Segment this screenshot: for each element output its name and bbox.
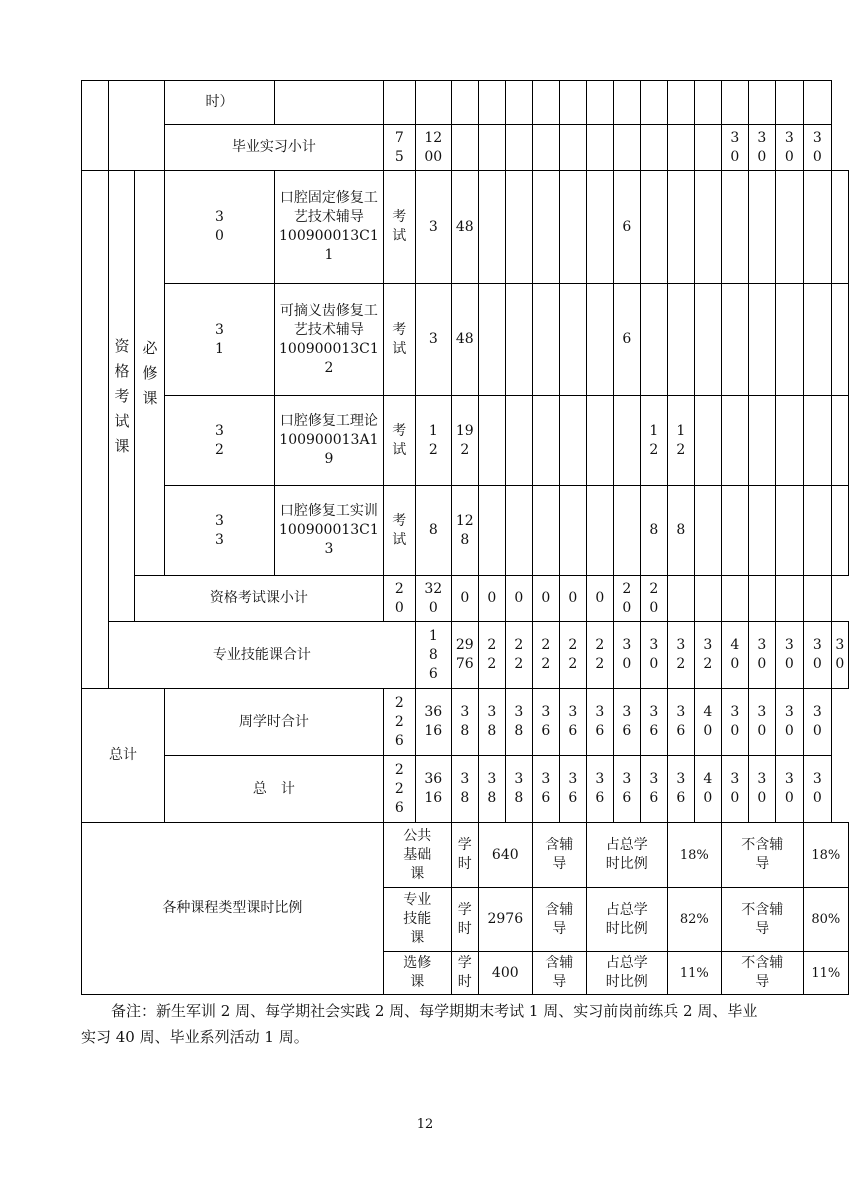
table-row [82, 756, 849, 823]
course-name: 口腔固定修复工艺技术辅导 100900013C1 1 [275, 171, 384, 284]
unit-cell: 学 时 [451, 823, 478, 888]
week-cell: 3 2 [694, 622, 721, 689]
hours-cell: 19 2 [451, 396, 478, 486]
week-cell: 3 0 [803, 689, 831, 756]
table-row [82, 576, 849, 622]
week-cell: 3 8 [505, 756, 532, 823]
week-cell: 3 8 [451, 756, 478, 823]
hours-cell: 12 00 [415, 125, 451, 171]
week-cell: 2 2 [532, 622, 559, 689]
exam-type: 考 试 [383, 486, 415, 576]
week-cell: 3 8 [505, 689, 532, 756]
table-row [82, 125, 849, 171]
footnote: 备注：新生军训 2 周、每学期社会实践 2 周、每学期期末考试 1 周、实习前岗前练兵 2 周、毕业实习 40 周、毕业系列活动 1 周。 [81, 1002, 758, 1046]
week-cell: 3 0 [775, 622, 803, 689]
week-cell: 3 0 [803, 622, 831, 689]
week-cell: 0 [532, 576, 559, 622]
week-cell: 3 6 [559, 756, 586, 823]
qualification-group-label: 资 格 考 试 课 [109, 171, 135, 622]
week-cell: 0 [559, 576, 586, 622]
course-name-continuation: 时） [165, 81, 275, 125]
hours-value: 2976 [478, 888, 532, 952]
unit-cell: 学 时 [451, 952, 478, 995]
week-cell: 3 6 [667, 756, 694, 823]
hours-cell: 12 8 [451, 486, 478, 576]
week-cell: 2 2 [478, 622, 505, 689]
week-cell: 3 0 [803, 125, 831, 171]
table-row [82, 689, 849, 756]
credits-cell: 1 2 [415, 396, 451, 486]
week-cell: 0 [505, 576, 532, 622]
course-name: 可摘义齿修复工艺技术辅导 100900013C1 2 [275, 284, 384, 396]
week-cell: 3 0 [721, 689, 748, 756]
empty-cell [109, 81, 165, 171]
course-type: 公共 基础 课 [383, 823, 451, 888]
share2-value: 80% [803, 888, 848, 952]
internship-subtotal-label: 毕业实习小计 [165, 125, 384, 171]
skill-total-label: 专业技能课合计 [109, 622, 416, 689]
week-cell: 6 [613, 284, 640, 396]
grand-total-label: 总计 [82, 689, 165, 823]
week-cell: 6 [613, 171, 640, 284]
credits-cell: 3 [415, 284, 451, 396]
credits-cell: 2 2 6 [383, 756, 415, 823]
week-cell: 0 [586, 576, 613, 622]
page-number: 12 [416, 1117, 434, 1132]
week-cell: 8 [667, 486, 694, 576]
weekly-total-label: 周学时合计 [165, 689, 384, 756]
week-cell: 2 2 [505, 622, 532, 689]
empty-cell [82, 81, 109, 171]
course-no: 3 1 [165, 284, 275, 396]
week-cell: 3 8 [451, 689, 478, 756]
week-cell: 3 0 [721, 756, 748, 823]
week-cell: 3 6 [559, 689, 586, 756]
incl-label: 含辅 导 [532, 823, 586, 888]
week-cell: 2 2 [586, 622, 613, 689]
hours-cell: 36 16 [415, 689, 451, 756]
incl-label: 含辅 导 [532, 888, 586, 952]
excl-label: 不含辅 导 [721, 952, 803, 995]
excl-label: 不含辅 导 [721, 888, 803, 952]
week-cell: 2 0 [640, 576, 667, 622]
week-cell: 4 0 [694, 689, 721, 756]
week-cell: 3 0 [775, 125, 803, 171]
hours-value: 640 [478, 823, 532, 888]
hours-cell: 29 76 [451, 622, 478, 689]
week-cell: 3 2 [667, 622, 694, 689]
week-cell: 3 6 [640, 689, 667, 756]
week-cell: 3 0 [721, 125, 748, 171]
hours-cell: 32 0 [415, 576, 451, 622]
share2-value: 11% [803, 952, 848, 995]
week-cell: 8 [640, 486, 667, 576]
week-cell: 3 0 [748, 689, 775, 756]
credits-cell: 1 8 6 [415, 622, 451, 689]
exam-type: 考 试 [383, 171, 415, 284]
unit-cell: 学 时 [451, 888, 478, 952]
share-value: 11% [667, 952, 721, 995]
total-label: 总 计 [165, 756, 384, 823]
week-cell: 3 6 [532, 689, 559, 756]
week-cell: 0 [451, 576, 478, 622]
week-cell: 3 8 [478, 756, 505, 823]
hours-value: 400 [478, 952, 532, 995]
credits-cell: 8 [415, 486, 451, 576]
week-cell: 1 2 [640, 396, 667, 486]
hours-cell: 48 [451, 284, 478, 396]
course-no: 3 2 [165, 396, 275, 486]
hours-cell: 48 [451, 171, 478, 284]
week-cell: 4 0 [694, 756, 721, 823]
week-cell: 3 6 [613, 756, 640, 823]
share-label: 占总学 时比例 [586, 888, 667, 952]
week-cell: 3 6 [640, 756, 667, 823]
exam-type: 考 试 [383, 284, 415, 396]
week-cell: 3 0 [748, 125, 775, 171]
week-cell: 1 2 [667, 396, 694, 486]
week-cell: 3 8 [478, 689, 505, 756]
table-row [82, 81, 849, 125]
week-cell: 3 6 [586, 689, 613, 756]
week-cell: 0 [478, 576, 505, 622]
hours-cell: 36 16 [415, 756, 451, 823]
credits-cell: 3 [415, 171, 451, 284]
week-cell: 3 6 [586, 756, 613, 823]
week-cell: 3 0 [748, 622, 775, 689]
course-no: 3 3 [165, 486, 275, 576]
week-cell: 3 0 [748, 756, 775, 823]
table-row [82, 823, 849, 888]
week-cell: 4 0 [721, 622, 748, 689]
course-type: 专业 技能 课 [383, 888, 451, 952]
week-cell: 3 0 [803, 756, 831, 823]
share-value: 18% [667, 823, 721, 888]
credits-cell: 7 5 [383, 125, 415, 171]
course-type: 选修 课 [383, 952, 451, 995]
required-course-label: 必 修 课 [135, 171, 165, 576]
week-cell: 3 0 [831, 622, 848, 689]
week-cell: 3 0 [775, 689, 803, 756]
week-cell: 3 6 [667, 689, 694, 756]
credits-cell: 2 0 [383, 576, 415, 622]
course-name: 口腔修复工理论 100900013A1 9 [275, 396, 384, 486]
ratio-label: 各种课程类型课时比例 [82, 823, 384, 995]
week-cell: 3 0 [640, 622, 667, 689]
table-row [82, 396, 849, 486]
week-cell: 3 6 [613, 689, 640, 756]
week-cell: 3 6 [532, 756, 559, 823]
table-row [82, 284, 849, 396]
credits-cell: 2 2 6 [383, 689, 415, 756]
week-cell: 2 0 [613, 576, 640, 622]
curriculum-table [81, 80, 849, 995]
course-no: 3 0 [165, 171, 275, 284]
excl-label: 不含辅 导 [721, 823, 803, 888]
table-row [82, 622, 849, 689]
share-value: 82% [667, 888, 721, 952]
week-cell: 3 0 [613, 622, 640, 689]
week-cell: 2 2 [559, 622, 586, 689]
share2-value: 18% [803, 823, 848, 888]
course-name: 口腔修复工实训 100900013C1 3 [275, 486, 384, 576]
table-row [82, 486, 849, 576]
week-cell: 3 0 [775, 756, 803, 823]
incl-label: 含辅 导 [532, 952, 586, 995]
qualification-subtotal-label: 资格考试课小计 [135, 576, 384, 622]
empty-cell [82, 171, 109, 689]
share-label: 占总学 时比例 [586, 823, 667, 888]
exam-type: 考 试 [383, 396, 415, 486]
table-row [82, 171, 849, 284]
share-label: 占总学 时比例 [586, 952, 667, 995]
